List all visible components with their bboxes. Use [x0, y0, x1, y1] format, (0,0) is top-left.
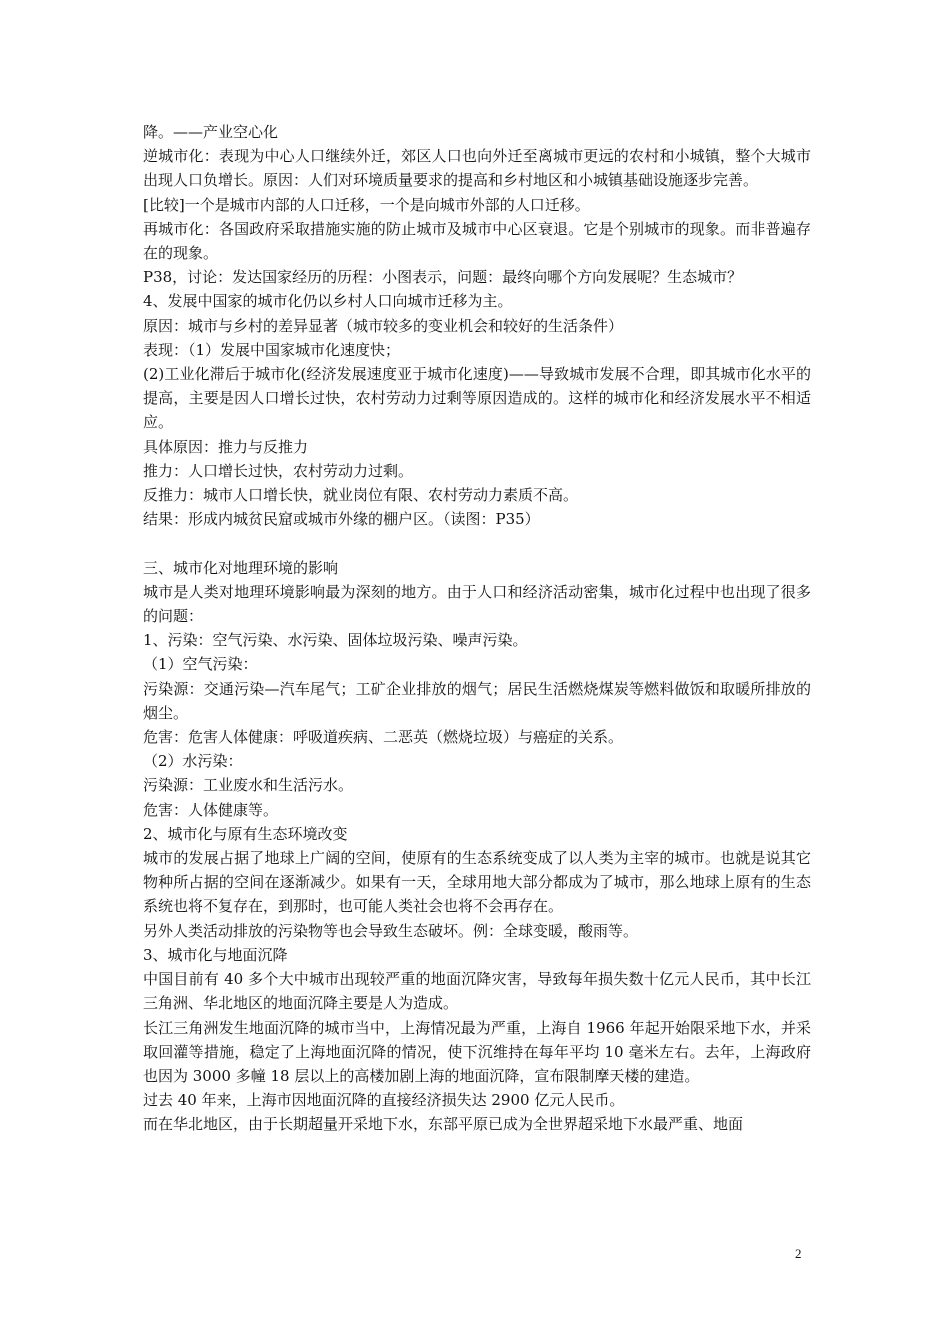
page-number: 2	[795, 1246, 802, 1261]
paragraph: 原因：城市与乡村的差异显著（城市较多的变业机会和较好的生活条件）	[143, 316, 624, 335]
paragraph: 逆城市化：表现为中心人口继续外迁，郊区人口也向外迁至离城市更远的农村和小城镇，整个大城市出现人口负增长。原因：人们对环境质量要求的提高和乡村地区和小城镇基础设施逐步完善。	[143, 147, 811, 190]
paragraph: 污染源：工业废水和生活污水。	[143, 776, 354, 795]
paragraph: 4、发展中国家的城市化仍以乡村人口向城市迁移为主。	[143, 292, 513, 311]
paragraph: 危害：人体健康等。	[143, 800, 279, 819]
paragraph: 3、城市化与地面沉降	[143, 945, 288, 964]
paragraph: （1）空气污染：	[143, 655, 258, 674]
paragraph: 表现：（1）发展中国家城市化速度快；	[143, 340, 401, 359]
paragraph: 城市是人类对地理环境影响最为深刻的地方。由于人口和经济活动密集，城市化过程中也出现了很多的问题：	[143, 582, 811, 626]
paragraph: 城市的发展占据了地球上广阔的空间，使原有的生态系统变成了以人类为主宰的城市。也就是说其它物种所占据的空间在逐渐减少。如果有一天，全球用地大部分都成为了城市，那么地球上原有的生态系统也将不复存在，到那时，也可能人类社会也将不会再存在。	[143, 849, 811, 916]
paragraph: 2、城市化与原有生态环境改变	[143, 824, 348, 843]
paragraph: 降。——产业空心化	[143, 123, 279, 141]
paragraph: P38，讨论：发达国家经历的历程：小图表示，问题：最终向哪个方向发展呢？生态城市？	[143, 268, 743, 287]
paragraph: 再城市化：各国政府采取措施实施的防止城市及城市中心区衰退。它是个别城市的现象。而非普遍存在的现象。	[143, 219, 811, 263]
paragraph: 中国目前有 40 多个大中城市出现较严重的地面沉降灾害，导致每年损失数十亿元人民币，其中长江三角洲、华北地区的地面沉降主要是人为造成。	[143, 970, 811, 1013]
paragraph: 1、污染：空气污染、水污染、固体垃圾污染、噪声污染。	[143, 631, 528, 650]
paragraph: 长江三角洲发生地面沉降的城市当中，上海情况最为严重，上海自 1966 年起开始限采地下水，并采取回灌等措施，稳定了上海地面沉降的情况，使下沉维持在每年平均 10 毫米左右。去年，上海政府也因为 3000 多幢 18 层以上的高楼加剧上海的地面沉降，宣布限制摩天楼的建造。	[143, 1018, 811, 1085]
section-heading: 三、城市化对地理环境的影响	[143, 558, 339, 577]
paragraph: 而在华北地区，由于长期超量开采地下水，东部平原已成为全世界超采地下水最严重、地面	[143, 1115, 744, 1134]
document-body	[143, 120, 811, 1137]
paragraph: （2）水污染：	[143, 752, 243, 771]
paragraph: 结果：形成内城贫民窟或城市外缘的棚户区。（读图：P35）	[143, 510, 540, 529]
paragraph: [比较]一个是城市内部的人口迁移，一个是向城市外部的人口迁移。	[143, 195, 590, 214]
paragraph: 推力：人口增长过快，农村劳动力过剩。	[143, 461, 414, 480]
blank-line	[143, 531, 811, 555]
paragraph: 反推力：城市人口增长快，就业岗位有限、农村劳动力素质不高。	[143, 486, 579, 505]
paragraph: (2)工业化滞后于城市化(经济发展速度亚于城市化速度)——导致城市发展不合理，即其城市化水平的提高，主要是因人口增长过快，农村劳动力过剩等原因造成的。这样的城市化和经济发展水平不相适应。	[143, 365, 811, 432]
paragraph: 另外人类活动排放的污染物等也会导致生态破坏。例：全球变暖，酸雨等。	[143, 921, 639, 940]
paragraph: 污染源：交通污染—汽车尾气；工矿企业排放的烟气；居民生活燃烧煤炭等燃料做饭和取暖所排放的烟尘。	[143, 679, 811, 722]
paragraph: 具体原因：推力与反推力	[143, 437, 309, 456]
paragraph: 危害：危害人体健康：呼吸道疾病、二恶英（燃烧垃圾）与癌症的关系。	[143, 728, 624, 747]
paragraph: 过去 40 年来，上海市因地面沉降的直接经济损失达 2900 亿元人民币。	[143, 1091, 625, 1110]
